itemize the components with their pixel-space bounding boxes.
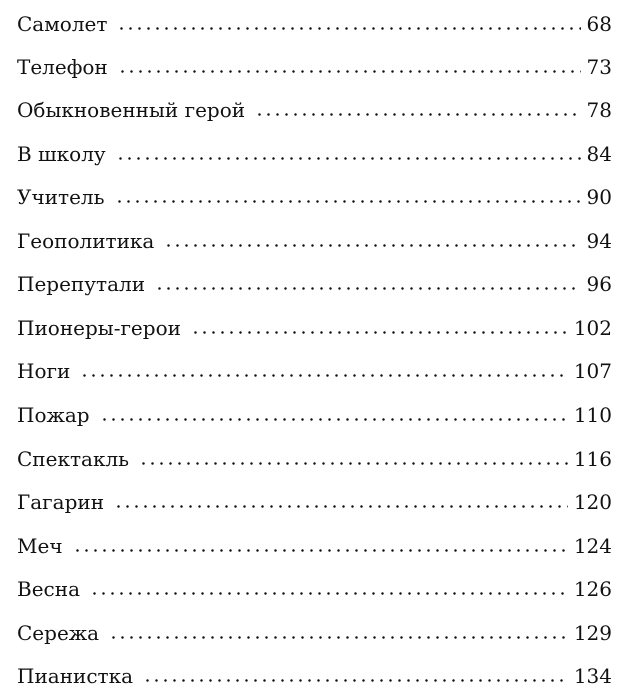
dot-leader	[115, 200, 581, 203]
toc-entry[interactable]	[17, 47, 612, 77]
toc-entry[interactable]	[17, 613, 612, 643]
toc-entry-title: Обыкновенный герой	[17, 98, 246, 122]
toc-entry-page: 116	[573, 447, 612, 471]
toc-entry-title: Весна	[17, 577, 80, 601]
toc-entry-page: 78	[586, 98, 612, 122]
toc-entry[interactable]	[17, 308, 612, 338]
toc-entry-page: 102	[573, 316, 612, 340]
toc-entry-title: Геополитика	[17, 229, 155, 253]
dot-leader	[73, 549, 568, 552]
toc-entry-page: 94	[586, 229, 612, 253]
dot-leader	[191, 331, 568, 334]
toc-entry[interactable]	[17, 482, 612, 512]
toc-entry-title: Сережа	[17, 621, 100, 645]
dot-leader	[117, 27, 580, 30]
toc-entry[interactable]	[17, 395, 612, 425]
dot-leader	[139, 462, 568, 465]
dot-leader	[143, 679, 568, 682]
toc-entry[interactable]	[17, 526, 612, 556]
toc-entry-title: Пионеры-герои	[17, 316, 181, 340]
toc-entry-title: Гагарин	[17, 490, 105, 514]
toc-entry-page: 107	[573, 359, 612, 383]
toc-entry-title: Пожар	[17, 403, 90, 427]
dot-leader	[109, 636, 568, 639]
toc-entry-title: Учитель	[17, 185, 105, 209]
toc-entry[interactable]	[17, 656, 612, 686]
toc-entry[interactable]	[17, 90, 612, 120]
dot-leader	[255, 113, 580, 116]
toc-entry-page: 68	[586, 12, 612, 36]
toc-entry[interactable]	[17, 264, 612, 294]
dot-leader	[114, 505, 568, 508]
toc-entry-page: 124	[573, 534, 612, 558]
toc-entry-title: Перепутали	[17, 272, 146, 296]
dot-leader	[80, 374, 568, 377]
toc-entry-page: 134	[573, 664, 612, 688]
dot-leader	[155, 287, 581, 290]
toc-entry[interactable]	[17, 569, 612, 599]
dot-leader	[100, 418, 568, 421]
toc-entry-title: Ноги	[17, 359, 71, 383]
dot-leader	[118, 70, 581, 73]
toc-entry-page: 90	[586, 185, 612, 209]
dot-leader	[164, 244, 580, 247]
toc-entry-page: 84	[586, 142, 612, 166]
toc-entry[interactable]	[17, 134, 612, 164]
toc-entry-title: Телефон	[17, 55, 108, 79]
toc-entry[interactable]	[17, 351, 612, 381]
toc-entry-page: 73	[586, 55, 612, 79]
toc-entry[interactable]	[17, 177, 612, 207]
toc-entry[interactable]	[17, 439, 612, 469]
toc-entry-title: В школу	[17, 142, 106, 166]
toc-entry-title: Самолет	[17, 12, 108, 36]
toc-entry-page: 110	[573, 403, 612, 427]
toc-entry[interactable]	[17, 4, 612, 34]
toc-entry-page: 120	[573, 490, 612, 514]
toc-entry-page: 96	[586, 272, 612, 296]
dot-leader	[90, 592, 568, 595]
dot-leader	[116, 157, 581, 160]
toc-entry[interactable]	[17, 221, 612, 251]
toc-entry-page: 126	[573, 577, 612, 601]
toc-entry-page: 129	[573, 621, 612, 645]
toc-entry-title: Меч	[17, 534, 63, 558]
toc-entry-title: Спектакль	[17, 447, 130, 471]
toc-entry-title: Пианистка	[17, 664, 134, 688]
